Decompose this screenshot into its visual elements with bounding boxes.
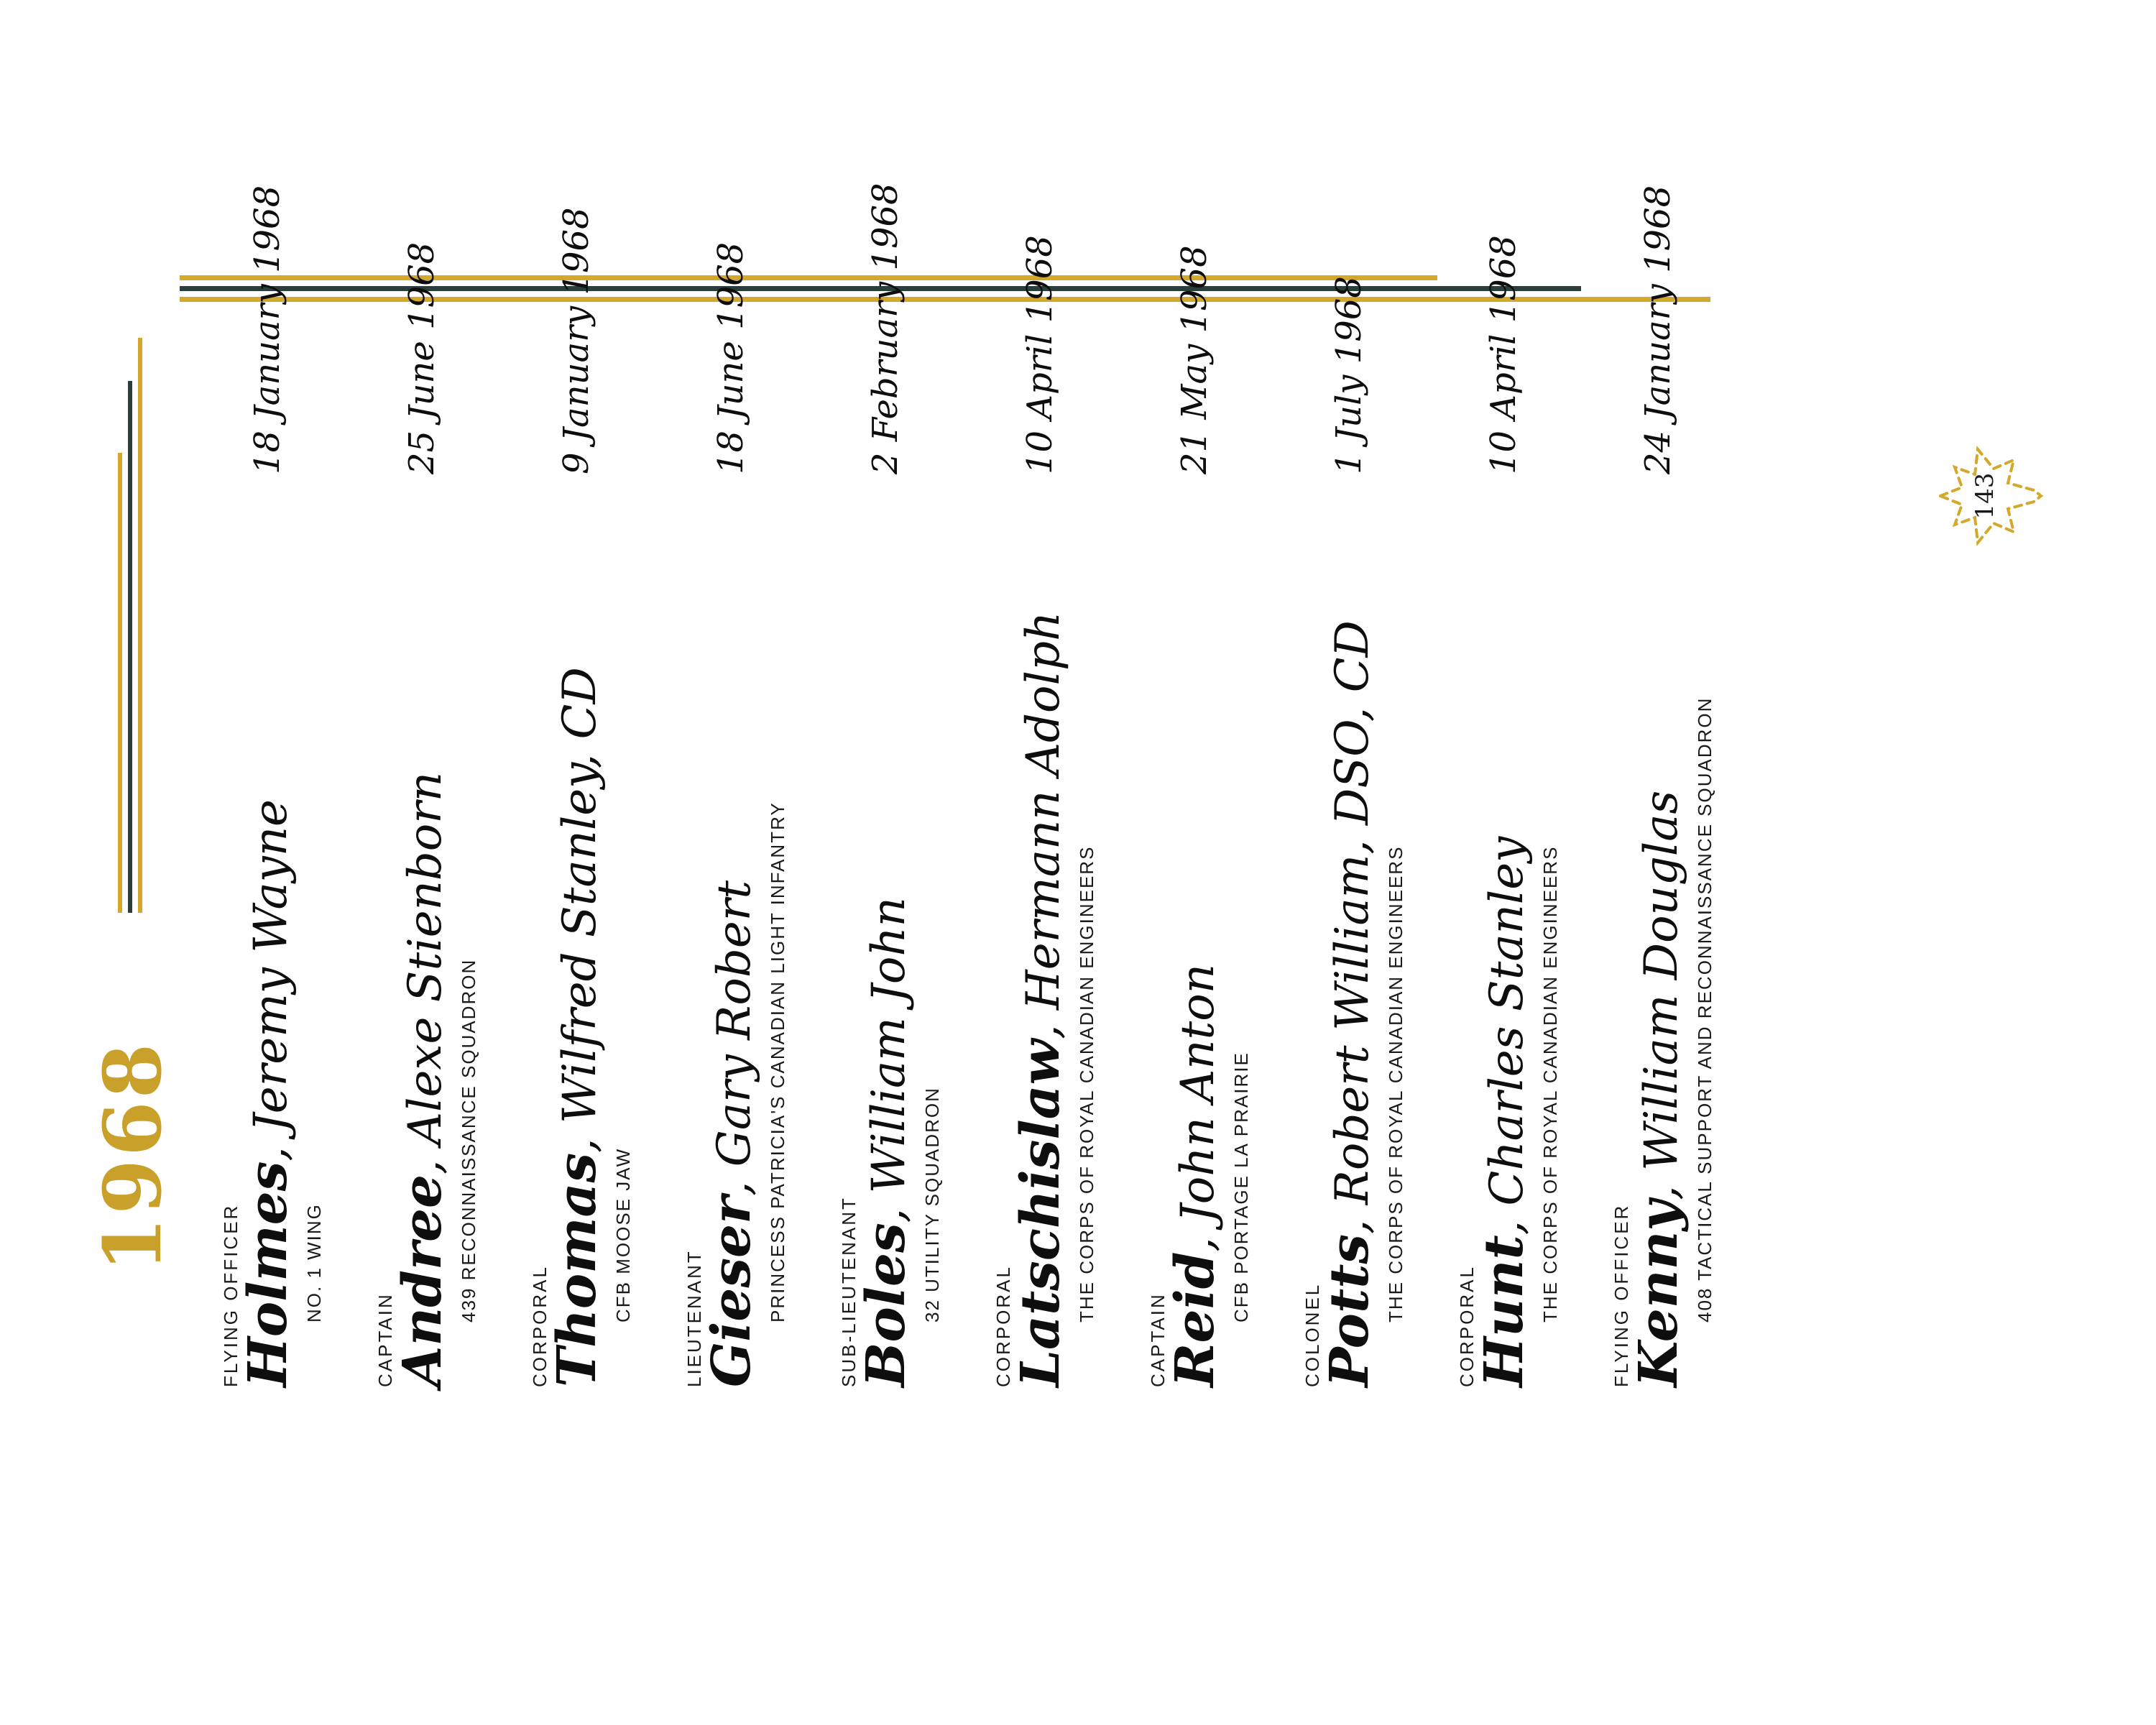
entry-surname: Holmes bbox=[237, 1161, 299, 1387]
list-item bbox=[834, 22, 977, 1387]
roll-of-honour-list bbox=[0, 36, 1833, 1473]
page-folio bbox=[1933, 438, 2048, 553]
entry-surname: Reid bbox=[1164, 1251, 1226, 1387]
entry-name: Kenny, William Douglas bbox=[1628, 790, 1690, 1387]
entry-unit: THE CORPS OF ROYAL CANADIAN ENGINEERS bbox=[1539, 845, 1561, 1322]
entry-date: 9 January 1968 bbox=[556, 207, 596, 474]
entry-unit: THE CORPS OF ROYAL CANADIAN ENGINEERS bbox=[1076, 845, 1097, 1322]
entry-given-names: Robert William, DSO, CD bbox=[1326, 620, 1379, 1205]
list-item bbox=[1143, 22, 1286, 1387]
entry-date: 18 June 1968 bbox=[711, 242, 751, 474]
entry-unit: CFB PORTAGE LA PRAIRIE bbox=[1230, 1052, 1252, 1322]
entry-rank: SUB-LIEUTENANT bbox=[838, 1196, 860, 1387]
entry-name: Potts, Robert William, DSO, CD bbox=[1319, 620, 1381, 1387]
rotated-page bbox=[0, 36, 1999, 1473]
entry-given-names: Gary Robert bbox=[708, 880, 761, 1167]
entry-name: Hunt, Charles Stanley bbox=[1473, 836, 1535, 1387]
entry-date: 18 January 1968 bbox=[247, 185, 287, 474]
entry-given-names: Alexe Stienborn bbox=[399, 771, 452, 1146]
entry-surname: Potts bbox=[1319, 1233, 1381, 1387]
entry-rank: CAPTAIN bbox=[374, 1292, 396, 1387]
entry-date: 2 February 1968 bbox=[865, 183, 906, 474]
list-item bbox=[525, 22, 668, 1387]
entry-given-names: William John bbox=[862, 897, 916, 1194]
entry-given-names: Jeremy Wayne bbox=[244, 799, 298, 1132]
entry-rank: FLYING OFFICER bbox=[220, 1203, 241, 1387]
list-item bbox=[1452, 22, 1595, 1387]
list-item bbox=[370, 22, 514, 1387]
entry-rank: FLYING OFFICER bbox=[1611, 1203, 1632, 1387]
entry-surname: Thomas bbox=[546, 1152, 608, 1387]
entry-surname: Hunt bbox=[1473, 1235, 1535, 1387]
entry-given-names: Hermann Adolph bbox=[1017, 611, 1070, 1011]
entry-unit: NO. 1 WING bbox=[303, 1203, 325, 1322]
entry-surname: Andree bbox=[392, 1174, 453, 1387]
entry-rank: COLONEL bbox=[1302, 1282, 1323, 1387]
entry-given-names: Charles Stanley bbox=[1480, 836, 1534, 1206]
list-item bbox=[1297, 22, 1441, 1387]
entry-name: Latschislaw, Hermann Adolph bbox=[1010, 611, 1072, 1387]
entry-unit: 408 TACTICAL SUPPORT AND RECONNAISSANCE SQUADRON bbox=[1694, 696, 1715, 1322]
entry-date: 25 June 1968 bbox=[402, 242, 442, 474]
list-item bbox=[988, 22, 1132, 1387]
entry-name: Gieser, Gary Robert bbox=[701, 880, 763, 1387]
list-item bbox=[216, 22, 359, 1387]
entry-surname: Kenny bbox=[1628, 1200, 1690, 1387]
entry-surname: Boles bbox=[855, 1223, 917, 1387]
entry-name: Holmes, Jeremy Wayne bbox=[237, 799, 299, 1387]
entry-rank: LIEUTENANT bbox=[683, 1249, 705, 1387]
page-number: 143 bbox=[1971, 472, 1999, 520]
entry-name: Thomas, Wilfred Stanley, CD bbox=[546, 667, 608, 1387]
entry-unit: 439 RECONNAISSANCE SQUADRON bbox=[458, 958, 479, 1322]
entry-rank: CAPTAIN bbox=[1147, 1292, 1169, 1387]
entry-unit: PRINCESS PATRICIA'S CANADIAN LIGHT INFANTRY bbox=[767, 801, 788, 1322]
entry-date: 10 April 1968 bbox=[1020, 235, 1060, 474]
entry-surname: Latschislaw bbox=[1010, 1039, 1072, 1387]
entry-date: 10 April 1968 bbox=[1483, 235, 1524, 474]
entry-rank: CORPORAL bbox=[529, 1265, 550, 1387]
entry-name: Reid, John Anton bbox=[1164, 964, 1226, 1387]
entry-unit: 32 UTILITY SQUADRON bbox=[921, 1087, 943, 1322]
list-item bbox=[1606, 22, 1750, 1387]
entry-date: 21 May 1968 bbox=[1174, 245, 1215, 474]
entry-unit: THE CORPS OF ROYAL CANADIAN ENGINEERS bbox=[1385, 845, 1406, 1322]
entry-name: Andree, Alexe Stienborn bbox=[392, 771, 453, 1387]
year-heading: 1968 bbox=[86, 1040, 179, 1272]
entry-given-names: William Douglas bbox=[1635, 790, 1688, 1171]
list-item bbox=[679, 22, 823, 1387]
entry-surname: Gieser bbox=[701, 1195, 763, 1387]
entry-rank: CORPORAL bbox=[992, 1265, 1014, 1387]
entry-name: Boles, William John bbox=[855, 897, 917, 1387]
entry-given-names: Wilfred Stanley, CD bbox=[553, 667, 607, 1124]
entry-rank: CORPORAL bbox=[1456, 1265, 1478, 1387]
entry-date: 1 July 1968 bbox=[1329, 276, 1369, 474]
entry-given-names: John Anton bbox=[1171, 964, 1225, 1223]
entry-date: 24 January 1968 bbox=[1638, 185, 1678, 474]
entry-unit: CFB MOOSE JAW bbox=[612, 1147, 634, 1322]
